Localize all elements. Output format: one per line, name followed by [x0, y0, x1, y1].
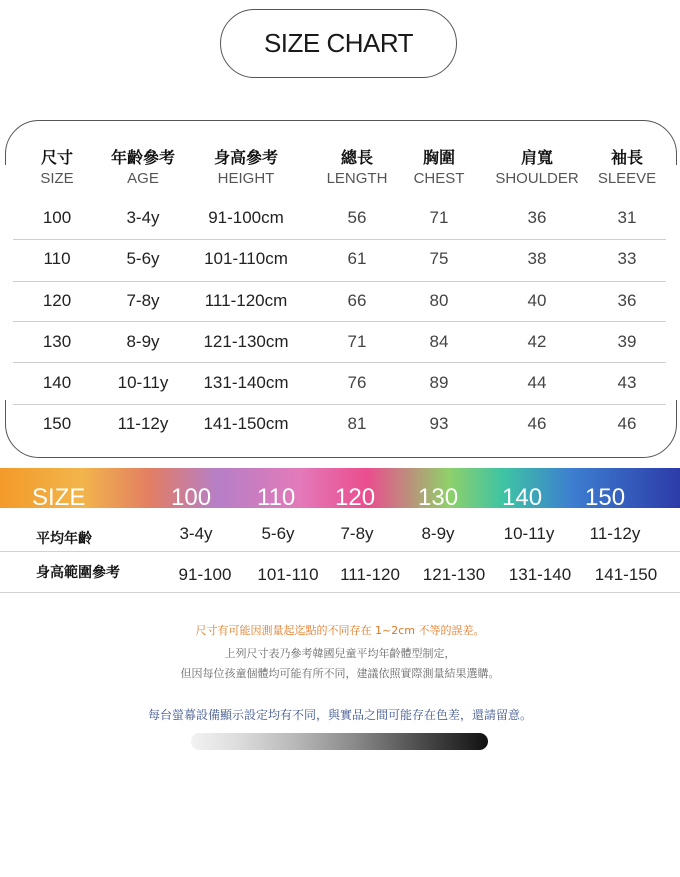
age-range-cell: 10-11y: [503, 524, 555, 543]
size-table-cell: 31: [617, 208, 637, 227]
size-table-cell: 120: [42, 291, 72, 310]
row-divider: [13, 281, 666, 282]
size-table-cell: 61: [347, 249, 367, 268]
height-range-cell: 141-150: [594, 565, 658, 584]
size-table-cell: 40: [527, 291, 547, 310]
size-table-cell: 39: [617, 332, 637, 351]
size-table-cell: 5-6y: [126, 249, 160, 268]
size-table-cell: 75: [429, 249, 449, 268]
column-header-zh: 總長: [340, 148, 373, 167]
grayscale-gradient-bar: [191, 733, 488, 750]
size-table-cell: 46: [527, 414, 547, 433]
size-table-cell: 141-150cm: [203, 414, 289, 433]
column-header-en: HEIGHT: [217, 170, 275, 187]
column-header-en: SIZE: [40, 170, 74, 187]
column-header-en: SHOULDER: [495, 170, 579, 187]
size-table-cell: 33: [617, 249, 637, 268]
size-band-value: 150: [585, 484, 626, 508]
size-table-cell: 71: [347, 332, 367, 351]
size-table-cell: 44: [527, 373, 547, 392]
size-table-cell: 76: [347, 373, 367, 392]
size-table-cell: 36: [527, 208, 547, 227]
height-range-label: 身高範圍參考: [36, 565, 120, 581]
size-table-cell: 100: [42, 208, 72, 227]
size-table-cell: 101-110cm: [204, 249, 288, 268]
size-band-value: 100: [171, 484, 212, 508]
reference-note: 上列尺寸表乃參考韓國兒童平均年齡體型制定，: [224, 647, 456, 660]
size-table-cell: 131-140cm: [203, 373, 289, 392]
size-table-cell: 10-11y: [117, 373, 169, 392]
size-table-cell: 3-4y: [126, 208, 160, 227]
size-table-cell: 84: [429, 332, 449, 351]
size-table-cell: 46: [617, 414, 637, 433]
size-table-cell: 81: [347, 414, 367, 433]
color-note: 每台螢幕設備顯示設定均有不同，與實品之間可能存在色差，還請留意。: [147, 708, 532, 722]
size-table-cell: 89: [429, 373, 449, 392]
column-header-zh: 年齡參考: [110, 148, 175, 167]
average-age-label: 平均年齡: [36, 531, 92, 547]
age-range-cell: 11-12y: [589, 524, 641, 543]
size-table-cell: 56: [347, 208, 367, 227]
row-divider: [13, 239, 666, 240]
size-table-cell: 121-130cm: [203, 332, 289, 351]
size-table-cell: 36: [617, 291, 637, 310]
size-table-cell: 140: [42, 373, 72, 392]
divider: [0, 551, 680, 552]
size-band-label: SIZE: [32, 484, 86, 508]
height-range-cell: 131-140: [508, 565, 572, 584]
size-table-cell: 11-12y: [117, 414, 169, 433]
column-header-zh: 袖長: [610, 148, 643, 167]
divider: [0, 592, 680, 593]
height-range-cell: 111-120: [340, 565, 400, 584]
column-header-zh: 尺寸: [40, 148, 73, 167]
measurement-note: 尺寸有可能因測量起迄點的不同存在 1~2cm 不等的誤差。: [195, 624, 485, 637]
size-band-value: 140: [502, 484, 543, 508]
size-band: [0, 468, 680, 508]
size-table-cell: 111-120cm: [204, 291, 288, 310]
size-chart-title: SIZE CHART: [220, 9, 457, 78]
column-header-zh: 身高參考: [213, 148, 278, 167]
size-table-cell: 93: [429, 414, 449, 433]
size-table-cell: 42: [527, 332, 547, 351]
size-table-cell: 130: [42, 332, 72, 351]
size-table-cell: 38: [527, 249, 547, 268]
column-header-en: SLEEVE: [597, 170, 657, 187]
age-range-cell: 5-6y: [261, 524, 295, 543]
fit-note: 但因每位孩童個體均可能有所不同，建議依照實際測量結果選購。: [180, 667, 500, 680]
size-table-cell: 150: [42, 414, 72, 433]
column-header-en: LENGTH: [326, 170, 388, 187]
row-divider: [13, 321, 666, 322]
size-table-cell: 66: [347, 291, 367, 310]
age-range-cell: 8-9y: [421, 524, 455, 543]
frame-side-gap: [0, 165, 680, 400]
age-range-cell: 3-4y: [179, 524, 213, 543]
size-band-value: 130: [418, 484, 459, 508]
height-range-cell: 101-110: [257, 565, 319, 584]
row-divider: [13, 362, 666, 363]
column-header-zh: 肩寬: [520, 148, 553, 167]
size-table-cell: 7-8y: [126, 291, 160, 310]
size-band-value: 110: [257, 484, 296, 508]
row-divider: [13, 404, 666, 405]
height-range-cell: 121-130: [422, 565, 486, 584]
column-header-en: CHEST: [413, 170, 465, 187]
size-table-cell: 71: [429, 208, 449, 227]
size-table-cell: 8-9y: [126, 332, 160, 351]
size-table-cell: 91-100cm: [208, 208, 284, 227]
age-range-cell: 7-8y: [340, 524, 374, 543]
column-header-zh: 胸圍: [422, 148, 455, 167]
height-range-cell: 91-100: [178, 565, 232, 584]
size-table-cell: 80: [429, 291, 449, 310]
size-table-cell: 43: [617, 373, 637, 392]
size-table-cell: 110: [43, 249, 71, 268]
column-header-en: AGE: [127, 170, 159, 187]
size-band-value: 120: [335, 484, 376, 508]
